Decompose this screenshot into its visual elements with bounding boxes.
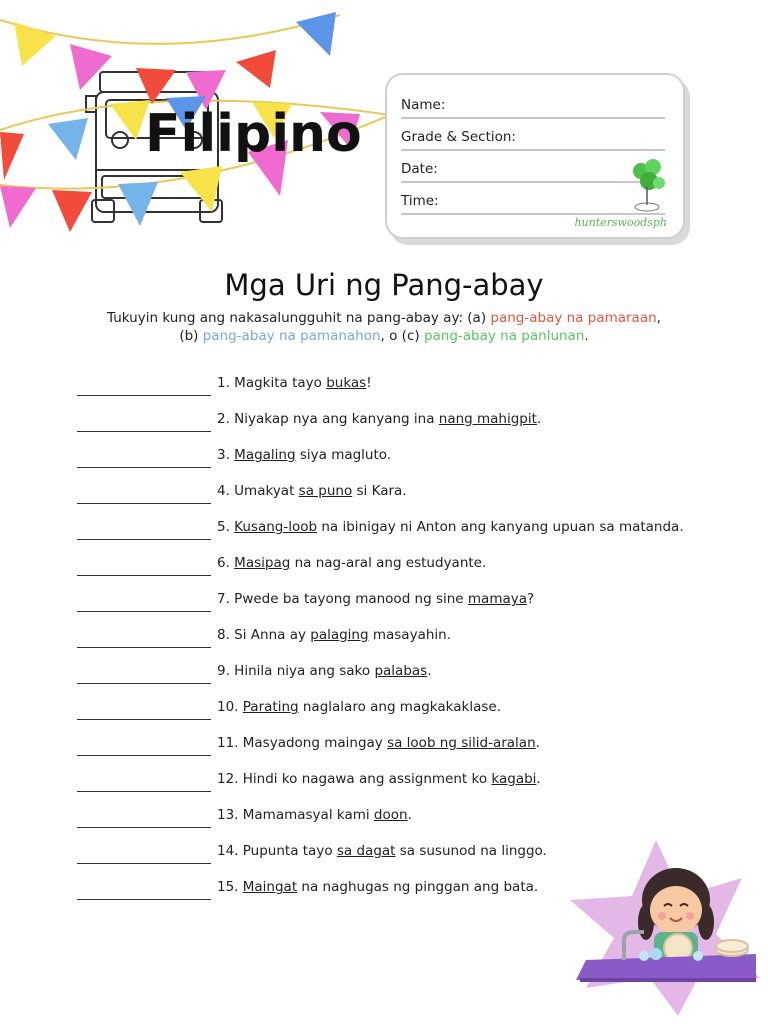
flag-blue	[48, 118, 88, 160]
name-label: Name:	[401, 97, 446, 113]
answer-blank[interactable]	[77, 377, 211, 396]
date-field[interactable]	[401, 161, 665, 183]
time-label: Time:	[401, 193, 439, 209]
question-text: 4. Umakyat sa puno si Kara.	[217, 483, 407, 499]
underlined-adverb: sa dagat	[336, 843, 396, 859]
answer-blank[interactable]	[77, 845, 211, 864]
underlined-adverb: sa puno	[298, 483, 353, 499]
question-item	[77, 807, 727, 829]
subject-title: Filipino	[145, 104, 362, 164]
answer-blank[interactable]	[77, 773, 211, 792]
flag-red	[236, 50, 276, 88]
question-item	[77, 375, 727, 397]
question-text: 6. Masipag na nag-aral ang estudyante.	[217, 555, 487, 571]
worksheet-title: Mga Uri ng Pang-abay	[224, 268, 544, 302]
underlined-adverb: bukas	[326, 375, 367, 391]
instr-text: .	[584, 328, 589, 344]
question-text: 1. Magkita tayo bukas!	[217, 375, 372, 391]
question-item	[77, 735, 727, 757]
question-text: 12. Hindi ko nagawa ang assignment ko kagabi.	[217, 771, 541, 787]
question-text: 13. Mamamasyal kami doon.	[217, 807, 412, 823]
flag-pink	[0, 186, 36, 228]
option-b-label: pang-abay na pamanahon	[202, 328, 381, 344]
answer-blank[interactable]	[77, 629, 211, 648]
underlined-adverb: nang mahigpit	[438, 411, 537, 427]
underlined-adverb: doon	[373, 807, 408, 823]
face-icon	[650, 886, 702, 934]
answer-blank[interactable]	[77, 521, 211, 540]
question-text: 2. Niyakap nya ang kanyang ina nang mahigpit.	[217, 411, 542, 427]
instr-text: (b)	[179, 328, 203, 344]
question-text: 10. Parating naglalaro ang magkakaklase.	[217, 699, 501, 715]
girl-washing-dishes-illustration	[566, 838, 762, 1018]
question-item	[77, 519, 727, 541]
name-field[interactable]	[401, 97, 665, 119]
time-field[interactable]	[401, 193, 665, 215]
instr-text: Tukuyin kung ang nakasalungguhit na pang-abay ay: (a)	[107, 310, 491, 326]
underlined-adverb: sa loob ng silid-aralan	[387, 735, 536, 751]
question-item	[77, 447, 727, 469]
underlined-adverb: palabas	[374, 663, 428, 679]
student-info-card	[385, 73, 685, 239]
underlined-adverb: Kusang-loob	[234, 519, 318, 535]
answer-blank[interactable]	[77, 593, 211, 612]
underlined-adverb: kagabi	[491, 771, 537, 787]
answer-blank[interactable]	[77, 881, 211, 900]
option-a-label: pang-abay na pamaraan	[490, 310, 657, 326]
question-item	[77, 771, 727, 793]
question-text: 7. Pwede ba tayong manood ng sine mamaya?	[217, 591, 535, 607]
instructions-line-2	[0, 328, 768, 344]
question-item	[77, 699, 727, 721]
question-item	[77, 483, 727, 505]
flag-pink	[70, 44, 112, 90]
question-item	[77, 663, 727, 685]
underlined-adverb: mamaya	[467, 591, 528, 607]
answer-blank[interactable]	[77, 665, 211, 684]
question-item	[77, 627, 727, 649]
grade-section-label: Grade & Section:	[401, 129, 516, 145]
answer-blank[interactable]	[77, 557, 211, 576]
answer-blank[interactable]	[77, 449, 211, 468]
answer-blank[interactable]	[77, 701, 211, 720]
underlined-adverb: Magaling	[234, 447, 296, 463]
underlined-adverb: Parating	[242, 699, 299, 715]
question-text: 11. Masyadong maingay sa loob ng silid-aralan.	[217, 735, 540, 751]
question-text: 14. Pupunta tayo sa dagat sa susunod na linggo.	[217, 843, 547, 859]
question-item	[77, 555, 727, 577]
answer-blank[interactable]	[77, 809, 211, 828]
underlined-adverb: palaging	[310, 627, 369, 643]
watermark: hunterswoodsph	[574, 216, 667, 229]
date-label: Date:	[401, 161, 438, 177]
flag-blue	[118, 182, 158, 226]
option-c-label: pang-abay na panlunan	[423, 328, 585, 344]
instr-text: , o (c)	[380, 328, 424, 344]
question-item	[77, 591, 727, 613]
question-text: 3. Magaling siya magluto.	[217, 447, 392, 463]
instr-text: ,	[656, 310, 661, 326]
question-text: 5. Kusang-loob na ibinigay ni Anton ang kanyang upuan sa matanda.	[217, 519, 684, 535]
question-text: 8. Si Anna ay palaging masayahin.	[217, 627, 451, 643]
answer-blank[interactable]	[77, 413, 211, 432]
underlined-adverb: Masipag	[234, 555, 291, 571]
answer-blank[interactable]	[77, 737, 211, 756]
question-text: 9. Hinila niya ang sako palabas.	[217, 663, 432, 679]
instructions-line-1	[0, 310, 768, 326]
flag-red	[52, 190, 92, 232]
question-item	[77, 411, 727, 433]
answer-blank[interactable]	[77, 485, 211, 504]
grade-section-field[interactable]	[401, 129, 665, 151]
plant-icon	[627, 157, 667, 213]
question-text: 15. Maingat na naghugas ng pinggan ang bata.	[217, 879, 539, 895]
underlined-adverb: Maingat	[242, 879, 298, 895]
flag-red	[0, 132, 24, 180]
flag-blue	[296, 12, 336, 56]
